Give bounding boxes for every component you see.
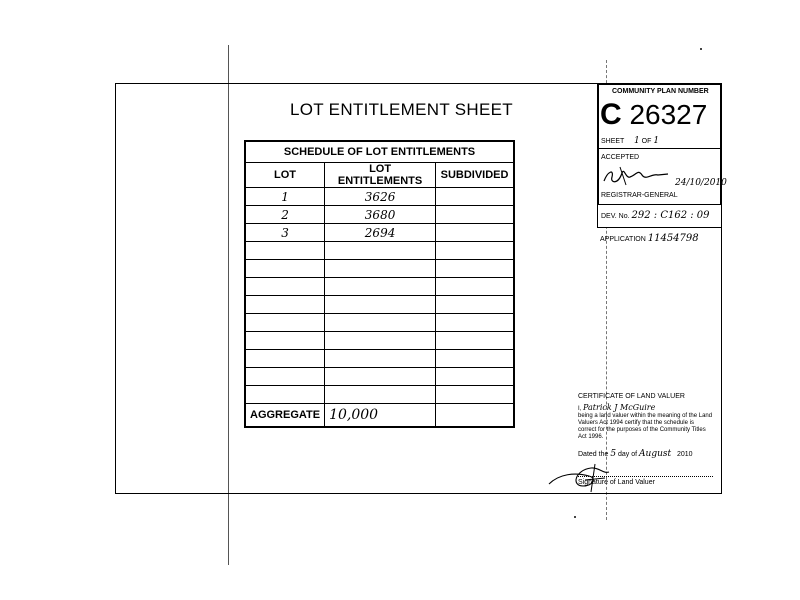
aggregate-row xyxy=(245,404,514,428)
certificate-title: CERTIFICATE OF LAND VALUER xyxy=(578,393,685,400)
of-number: 1 xyxy=(653,136,660,146)
schedule-caption: SCHEDULE OF LOT ENTITLEMENTS xyxy=(245,141,514,163)
day-of-label: day of xyxy=(618,451,638,458)
divider xyxy=(597,148,722,149)
registrar-date: 24/10/2010 xyxy=(675,178,727,188)
certificate-prefix: I, xyxy=(578,406,582,412)
dated-year: 2010 xyxy=(676,451,693,458)
aggregate-value: 10,000 xyxy=(325,404,436,428)
lot-cell: 2 xyxy=(245,206,325,224)
header-subdivided: SUBDIVIDED xyxy=(436,163,514,188)
certificate-body xyxy=(578,404,713,441)
accepted-label: ACCEPTED xyxy=(601,154,640,161)
dated-month: August xyxy=(639,449,672,459)
plan-number-value: 26327 xyxy=(629,99,708,130)
sheet-line xyxy=(601,136,659,146)
empty-row xyxy=(245,278,514,296)
empty-row xyxy=(245,314,514,332)
certificate-text: being a land valuer within the meaning of the Land Valuers Act 1994 certify that the schedule is correct for the purposes of the Community Titles Act 1996. xyxy=(578,413,713,440)
empty-row xyxy=(245,368,514,386)
aggregate-label: AGGREGATE xyxy=(245,404,325,428)
empty-row xyxy=(245,260,514,278)
empty-row xyxy=(245,242,514,260)
empty-row xyxy=(245,296,514,314)
empty-row xyxy=(245,350,514,368)
entitlement-cell: 3626 xyxy=(325,188,436,206)
empty-row xyxy=(245,332,514,350)
empty-row xyxy=(245,386,514,404)
registrar-general-label: REGISTRAR-GENERAL xyxy=(601,192,678,199)
sheet-label: SHEET xyxy=(601,138,625,145)
of-label: OF xyxy=(641,138,652,145)
speck xyxy=(574,516,576,518)
registrar-signature xyxy=(600,163,672,189)
lot-cell: 1 xyxy=(245,188,325,206)
valuer-signature xyxy=(545,462,625,494)
community-plan-label: COMMUNITY PLAN NUMBER xyxy=(612,88,709,95)
subdivided-cell xyxy=(436,206,514,224)
document-title: LOT ENTITLEMENT SHEET xyxy=(290,100,513,119)
dated-line xyxy=(578,449,693,459)
valuer-name: Patrick J McGuire xyxy=(583,403,656,412)
dated-label: Dated the xyxy=(578,451,609,458)
lot-cell: 3 xyxy=(245,224,325,242)
table-row xyxy=(245,224,514,242)
subdivided-cell xyxy=(436,188,514,206)
signature-line xyxy=(578,476,713,477)
dated-day: 5 xyxy=(610,449,617,459)
application-value: 11454798 xyxy=(647,233,699,244)
plan-number xyxy=(600,98,707,132)
table-row xyxy=(245,206,514,224)
header-lot-entitlements: LOT ENTITLEMENTS xyxy=(325,163,436,188)
entitlement-cell: 3680 xyxy=(325,206,436,224)
plan-prefix: C xyxy=(600,98,622,131)
sheet-number: 1 xyxy=(633,136,640,146)
application-label: APPLICATION xyxy=(600,236,646,243)
table-row xyxy=(245,188,514,206)
dev-label: DEV. No. xyxy=(601,213,630,220)
schedule-table xyxy=(244,140,515,428)
dev-value: 292 : C162 : 09 xyxy=(631,210,710,221)
entitlement-cell: 2694 xyxy=(325,224,436,242)
application-line xyxy=(600,233,699,244)
signature-label: Signature of Land Valuer xyxy=(578,479,655,486)
subdivided-cell xyxy=(436,224,514,242)
header-lot: LOT xyxy=(245,163,325,188)
dev-number-line xyxy=(601,210,710,221)
speck xyxy=(700,48,702,50)
